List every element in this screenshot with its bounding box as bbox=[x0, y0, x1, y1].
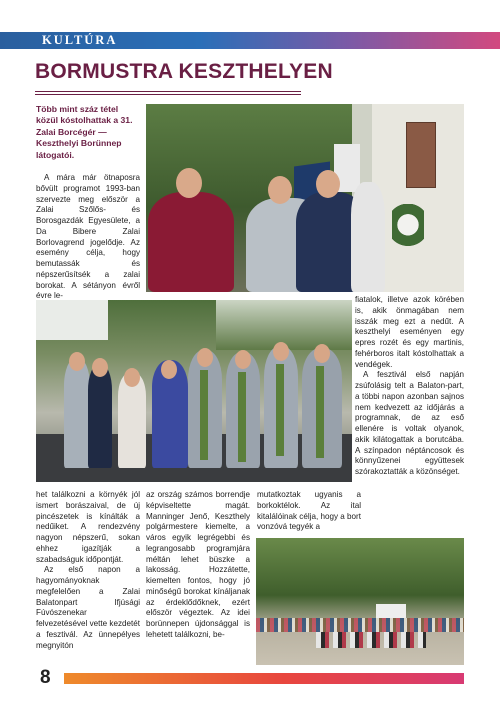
paragraph: az ország számos borrendje képviseltette magát. Manninger Jenő, Keszthely polgármestere kiemelte, a város egyik legrégebbi és legrangosabb programjára méltán lehet büszke a lakosság. Hozzátette, kiemelten fontos, hogy jó minőségű borokat kínáljanak az érdeklődőknek, ezért először végeztek. Az idei borünnepen újdonsággal is lehetett találkozni, be- bbox=[146, 490, 250, 639]
paragraph: mutatkoztak ugyanis a borkoktélok. Az ital kitalálóinak célja, hogy a bort vonzóvá tegyék a bbox=[257, 490, 361, 532]
paragraph: Az első napon a hagyományoknak megfelelően a Zalai Balatonpart Ifjúsági Fúvószenekar felvezetésével vette kezdetét a fesztivál. Az ünnepélyes megnyitón bbox=[36, 565, 140, 650]
footer-bar bbox=[64, 673, 464, 684]
paragraph: A fesztivál első napján zsúfolásig telt a Balaton-part, a többi napon azonban sajnos nem kedvezett az időjárás a programnak, de az eső ellenére is voltak olyanok, akik kilátogattak a borutcába. A színpadon néptáncosok és könnyűzenei együttesek szórakoztatták a közönséget. bbox=[355, 370, 464, 476]
title-underline-thin bbox=[35, 94, 301, 95]
body-column-3-top bbox=[355, 295, 464, 478]
dancers bbox=[316, 632, 426, 648]
section-label: KULTÚRA bbox=[42, 33, 118, 47]
crowd bbox=[256, 618, 464, 632]
title-underline bbox=[35, 91, 301, 92]
body-column-3-bottom bbox=[257, 490, 361, 533]
photo-ceremony bbox=[146, 104, 464, 292]
article-title: BORMUSTRA KESZTHELYEN bbox=[35, 60, 333, 83]
body-column-2-bottom bbox=[146, 490, 250, 641]
page-number: 8 bbox=[40, 667, 51, 688]
body-column-1-bottom bbox=[36, 490, 140, 651]
photo-group bbox=[36, 300, 352, 482]
body-column-1-top bbox=[36, 173, 140, 302]
article-lead: Több mint száz tétel közül kóstolhattak a 31. Zalai Borcégér — Keszthelyi Borünnep látogatói. bbox=[36, 104, 133, 160]
memorial-plaque bbox=[406, 122, 436, 188]
paragraph: A mára már ötnaposra bővült programot 1993-ban szervezte meg először a Zalai Szőlős- és Borosgazdák Egyesülete, a Da Bibere Zalai Borlovagrend jogelődje. Az esemény célja, hogy bemutassák és népszerűsítsék a zalai borokat. A sétányon évről évre le- bbox=[36, 173, 140, 301]
paragraph: het találkozni a környék jól ismert borászaival, de új pincészetek is kínálták a nedűiket. A rendezvény nagyon népszerű, sokan ehhez igazítják a szabadságuk időpontját. bbox=[36, 490, 140, 564]
wreath bbox=[392, 204, 424, 256]
photo-folk-dance bbox=[256, 538, 464, 665]
paragraph: fiatalok, illetve azok körében is, akik önmagában nem isszák meg ezt a nedűt. A keszthelyi eseményen egy epres rozét és egy martinis, fehérboros italt kóstolhattak a vendégek. bbox=[355, 295, 464, 369]
